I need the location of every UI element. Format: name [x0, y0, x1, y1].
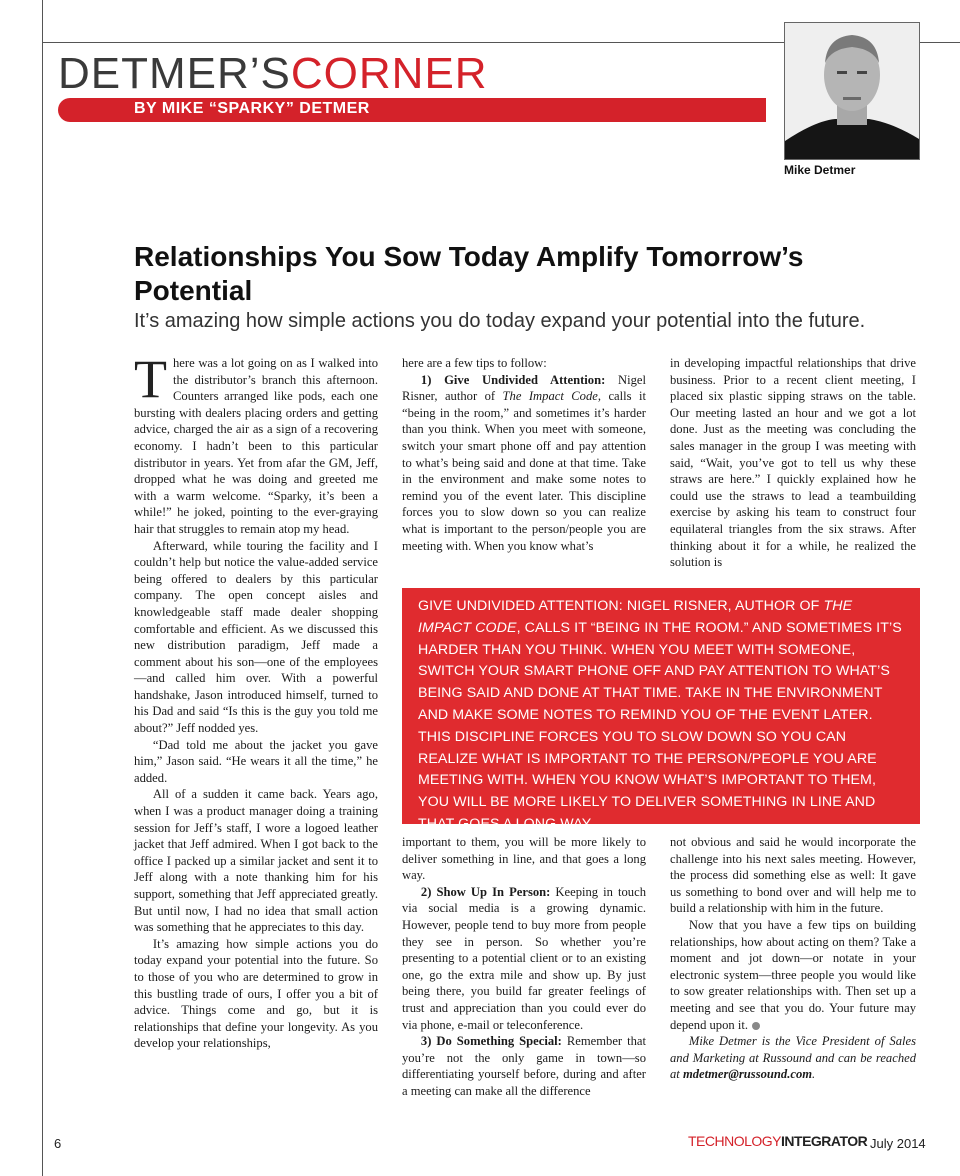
- body-column-3-top: [670, 355, 916, 571]
- drop-cap: T: [134, 349, 167, 409]
- paragraph: [670, 917, 916, 1033]
- tip-2-heading: 2) Show Up In Person:: [420, 884, 551, 899]
- paragraph: [402, 372, 646, 555]
- body-column-2-top: [402, 355, 646, 554]
- book-title: The Impact Code: [502, 389, 598, 404]
- tip-1-heading: 1) Give Undivided Attention:: [420, 372, 606, 387]
- masthead-part2: CORNER: [290, 49, 488, 98]
- author-email: mdetmer@russound.com: [682, 1067, 813, 1082]
- paragraph: here are a few tips to follow:: [402, 356, 547, 370]
- pull-quote-text: , CALLS IT “BEING IN THE ROOM.” AND SOMETIMES IT’S HARDER THAN YOU THINK. WHEN YOU MEET WITH SOMEONE, SWITCH YOUR SMART PHONE OFF AND PAY ATTENTION TO WHAT’S BEING SAID AND DONE AT THAT TIME. TAKE IN THE ENVIRONMENT AND MAKE SOME NOTES TO REMIND YOU OF THE EVENT LATER. THIS DISCIPLINE FORCES YOU TO SLOW DOWN SO YOU CAN REALIZE WHAT IS IMPORTANT TO THE PERSON/PEOPLE YOU ARE MEETING WITH. WHEN YOU KNOW WHAT’S IMPORTANT TO THEM, YOU WILL BE MORE LIKELY TO DELIVER SOMETHING IN LINE AND THAT GOES A LONG WAY.: [418, 619, 902, 832]
- paragraph-text: Keeping in touch via social media is a growing dynamic. However, people tend to buy more from people they see in person. So whether you’re presenting to a potential client or to an existing one, go the extra mile and show up. By just being there, you build far greater feelings of trust and appreciation than you could ever do via phone, e-mail or teleconference.: [402, 884, 646, 1032]
- paragraph: It’s amazing how simple actions you do today expand your potential into the future. So to those of you who are determined to grow in this bustling trade of ours, I offer you a bit of advice. Things come and go, but it is relationships that define your longevity. As you develop your relationships,: [134, 936, 378, 1051]
- author-photo: [784, 22, 920, 160]
- paragraph: [402, 884, 646, 1033]
- paragraph-text: here was a lot going on as I walked into the distributor’s branch this afternoon. Counters arranged like pods, each one bursting with dealers placing orders and getting advice, charged the air as a sign of a recovering economy. I hadn’t been to this particular distributor in years. Yet from afar the GM, Jeff, dropped what he was doing and greeted me with a warm welcome. “Sparky, it’s been a while!” he joked, pointing to the ever-graying hair that struggles to remain atop my head.: [134, 356, 378, 536]
- paragraph: in developing impactful relationships that drive business. Prior to a recent client meeting, I placed six plastic sipping straws on the table. Our meeting lasted an hour and we got a lot done. Just as the meeting was concluding the sales manager in the group I was meeting with said, “Wait, you’ve got to tell us why these straws are here.” I quickly explained how he could use the straws to lead a teambuilding exercise by asking his team to construct four equilateral triangles from the six straws. After thinking about it for a while, he realized the solution is: [670, 356, 916, 570]
- bio-text: .: [812, 1067, 816, 1082]
- page-number: 6: [54, 1136, 62, 1151]
- pull-quote-book-title: THE IMPACT CODE: [418, 598, 853, 636]
- paragraph: important to them, you will be more likely to deliver something in line, and that goes a long way.: [402, 835, 646, 883]
- body-column-1: [134, 349, 378, 1052]
- paragraph: [134, 349, 378, 538]
- end-bullet-icon: [752, 1022, 760, 1030]
- byline: BY MIKE “SPARKY” DETMER: [134, 100, 370, 117]
- issue-date: July 2014: [870, 1136, 926, 1151]
- left-page-rule: [42, 0, 43, 1176]
- column-masthead: [58, 49, 488, 98]
- logo-part2: INTEGRATOR: [781, 1133, 868, 1149]
- author-portrait-image: [785, 23, 919, 159]
- pull-quote-text: GIVE UNDIVIDED ATTENTION: NIGEL RISNER, AUTHOR OF: [418, 598, 824, 614]
- body-column-2-bottom: [402, 834, 646, 1100]
- logo-part1: TECHNOLOGY: [688, 1133, 782, 1149]
- paragraph-text: Remember that you’re not the only game in town—so differentiating yourself before, during and after a meeting can make all the difference: [402, 1034, 646, 1098]
- paragraph-text: Now that you have a few tips on building relationships, how about acting on them? Take a moment and jot down—or notate in your electronic system—three people you would like to sow greater relationships with. Then set up a meeting and see that you do. Your future may depend upon it.: [670, 917, 916, 1032]
- paragraph: “Dad told me about the jacket you gave him,” Jason said. “He wears it all the time,” he added.: [134, 737, 378, 785]
- paragraph: [402, 1033, 646, 1099]
- body-column-3-bottom: [670, 834, 916, 1083]
- photo-caption: Mike Detmer: [784, 163, 856, 177]
- bio-text: Mike Detmer is the Vice President of Sales and Marketing at Russound and can be reached at: [670, 1034, 916, 1082]
- paragraph: not obvious and said he would incorporate the challenge into his next sales meeting. However, the process did something else as well: It gave us something to bond over and will help me to build a relationship with him in the future.: [670, 835, 916, 916]
- publication-logo: [688, 1133, 867, 1149]
- masthead-part1: DETMER’S: [58, 49, 291, 98]
- paragraph: Afterward, while touring the facility and I couldn’t help but notice the value-added service being offered to dealers by this particular company. The open concept aisles and knowledgeable staff made dealer shopping comfortable and efficient. As we discussed this new distribution paradigm, Jeff made a comment about his son—one of the employees—and called him over. With a powerful handshake, Jason introduced himself, turned to his Dad and said “Is this is the guy you told me about?” Jeff nodded yes.: [134, 538, 378, 736]
- pull-quote: [402, 588, 920, 832]
- article-deck: It’s amazing how simple actions you do today expand your potential into the future.: [134, 310, 866, 332]
- paragraph-text: , calls it “being in the room,” and sometimes it’s harder than you think. When you meet with someone, switch your smart phone off and pay attention to what’s being said and done at that time. Take in the environment and make some notes to remind you of the event later. This discipline forces you to slow down so you can realize what is important to the person/people you are meeting with. When you know what’s: [402, 389, 646, 553]
- tip-3-heading: 3) Do Something Special:: [420, 1034, 562, 1049]
- author-bio: [670, 1033, 916, 1083]
- article-headline: Relationships You Sow Today Amplify Tomorrow’s Potential: [134, 241, 804, 306]
- paragraph-text: Nigel Risner, author of: [402, 372, 646, 404]
- paragraph: All of a sudden it came back. Years ago, when I was a product manager doing a training session for Jeff’s staff, I wore a logoed leather jacket that Jeff admired. When I got back to the office I packed up a similar jacket and sent it to Jeff along with a note thanking him for his support, something that Jeff appreciated greatly. But until now, I had no idea that small action was something that he appreciates to this day.: [134, 787, 378, 935]
